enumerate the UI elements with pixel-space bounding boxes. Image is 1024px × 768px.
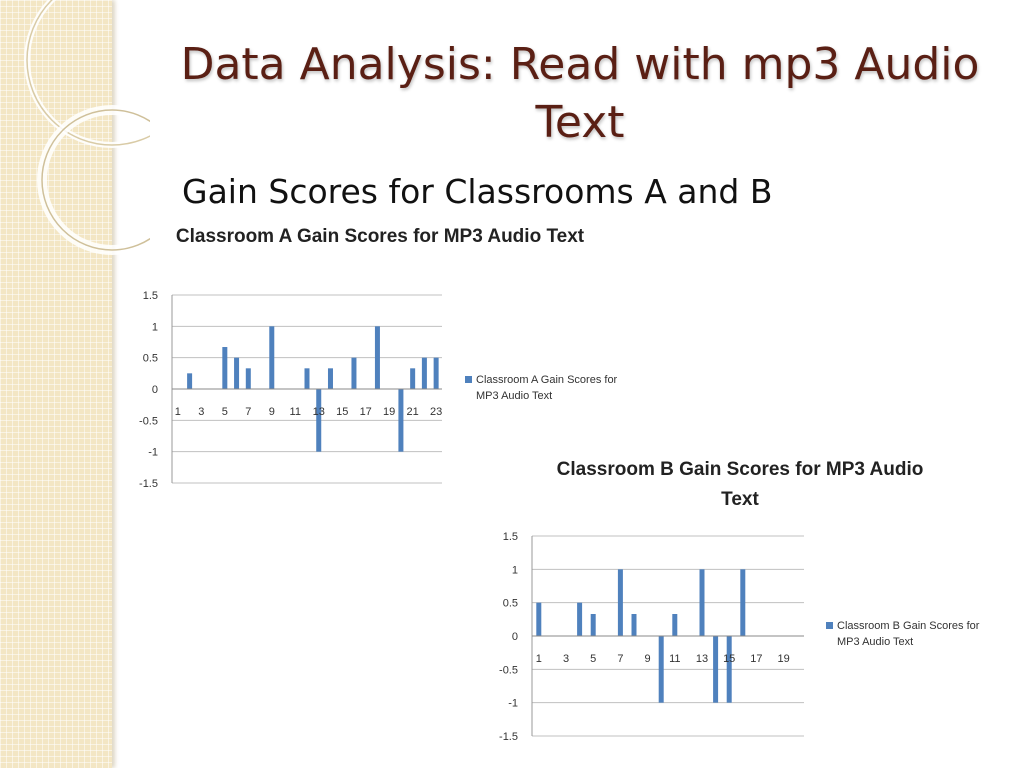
bar-2 [187, 373, 192, 389]
x-tick-label: 3 [562, 653, 570, 665]
x-tick-label: 9 [268, 406, 275, 418]
chart-b-legend-label: Classroom B Gain Scores for MP3 Audio Text [837, 620, 980, 648]
bar-6 [234, 358, 239, 389]
legend-swatch [826, 622, 833, 629]
x-tick-label: 7 [617, 653, 624, 665]
x-tick-label: 1 [535, 653, 542, 665]
y-tick-label: -1.5 [499, 731, 518, 743]
bar-9 [269, 326, 274, 389]
x-tick-label: 7 [245, 406, 252, 418]
y-tick-label: 0 [511, 631, 518, 643]
bar-4 [577, 603, 582, 636]
bar-16 [351, 358, 356, 389]
y-tick-label: -1 [508, 697, 518, 710]
legend-swatch [465, 376, 472, 383]
bar-16 [740, 569, 745, 636]
bar-13 [700, 569, 705, 636]
x-tick-label: 19 [777, 653, 790, 665]
bar-11 [672, 614, 677, 636]
bar-15 [727, 636, 732, 703]
slide-subtitle: Gain Scores for Classrooms A and B [182, 172, 773, 211]
x-tick-label: 5 [221, 406, 228, 418]
bar-10 [659, 636, 664, 703]
chart-a [130, 285, 450, 490]
bar-8 [632, 614, 637, 636]
x-tick-label: 1 [174, 406, 181, 418]
x-tick-label: 21 [406, 406, 419, 418]
y-tick-label: -1.5 [139, 478, 158, 490]
bar-20 [398, 389, 403, 452]
bar-22 [422, 358, 427, 389]
x-tick-label: 17 [359, 406, 372, 418]
chart-b-legend [826, 618, 996, 652]
y-tick-label: 1.5 [502, 531, 518, 543]
x-tick-label: 13 [695, 653, 709, 665]
chart-b-title: Classroom B Gain Scores for MP3 Audio Text [556, 459, 924, 510]
bar-12 [305, 368, 310, 389]
x-tick-label: 9 [644, 653, 651, 665]
x-tick-label: 15 [723, 653, 736, 665]
bar-23 [434, 358, 439, 389]
x-tick-label: 11 [669, 653, 681, 665]
decorative-rings [0, 0, 150, 300]
x-tick-label: 3 [198, 406, 205, 418]
chart-a-title: Classroom A Gain Scores for MP3 Audio Text [175, 226, 585, 247]
bar-18 [375, 326, 380, 389]
y-tick-label: -0.5 [139, 415, 158, 428]
y-tick-label: 1.5 [142, 290, 158, 302]
bar-13 [316, 389, 321, 452]
chart-a-legend-label: Classroom A Gain Scores for MP3 Audio Text [476, 374, 618, 402]
slide-title: Data Analysis: Read with mp3 Audio Text [180, 39, 980, 148]
y-tick-label: 1 [151, 321, 158, 334]
bar-7 [246, 368, 251, 389]
x-tick-label: 5 [590, 653, 597, 665]
bar-5 [591, 614, 596, 636]
chart-b [490, 527, 810, 742]
x-tick-label: 11 [289, 406, 301, 418]
y-tick-label: -1 [148, 446, 158, 459]
bar-1 [536, 603, 541, 636]
x-tick-label: 15 [336, 406, 349, 418]
x-tick-label: 13 [312, 406, 325, 418]
bar-14 [328, 368, 333, 389]
y-tick-label: 0 [151, 384, 158, 396]
y-tick-label: 0.5 [502, 597, 518, 610]
y-tick-label: 0.5 [142, 352, 158, 365]
x-tick-label: 23 [430, 406, 443, 418]
bar-5 [222, 347, 227, 389]
bar-21 [410, 368, 415, 389]
y-tick-label: 1 [511, 564, 518, 577]
y-tick-label: -0.5 [499, 664, 518, 677]
bar-7 [618, 569, 623, 636]
bar-14 [713, 636, 718, 703]
chart-a-legend [465, 372, 635, 406]
x-tick-label: 17 [750, 653, 763, 665]
x-tick-label: 19 [383, 406, 396, 418]
